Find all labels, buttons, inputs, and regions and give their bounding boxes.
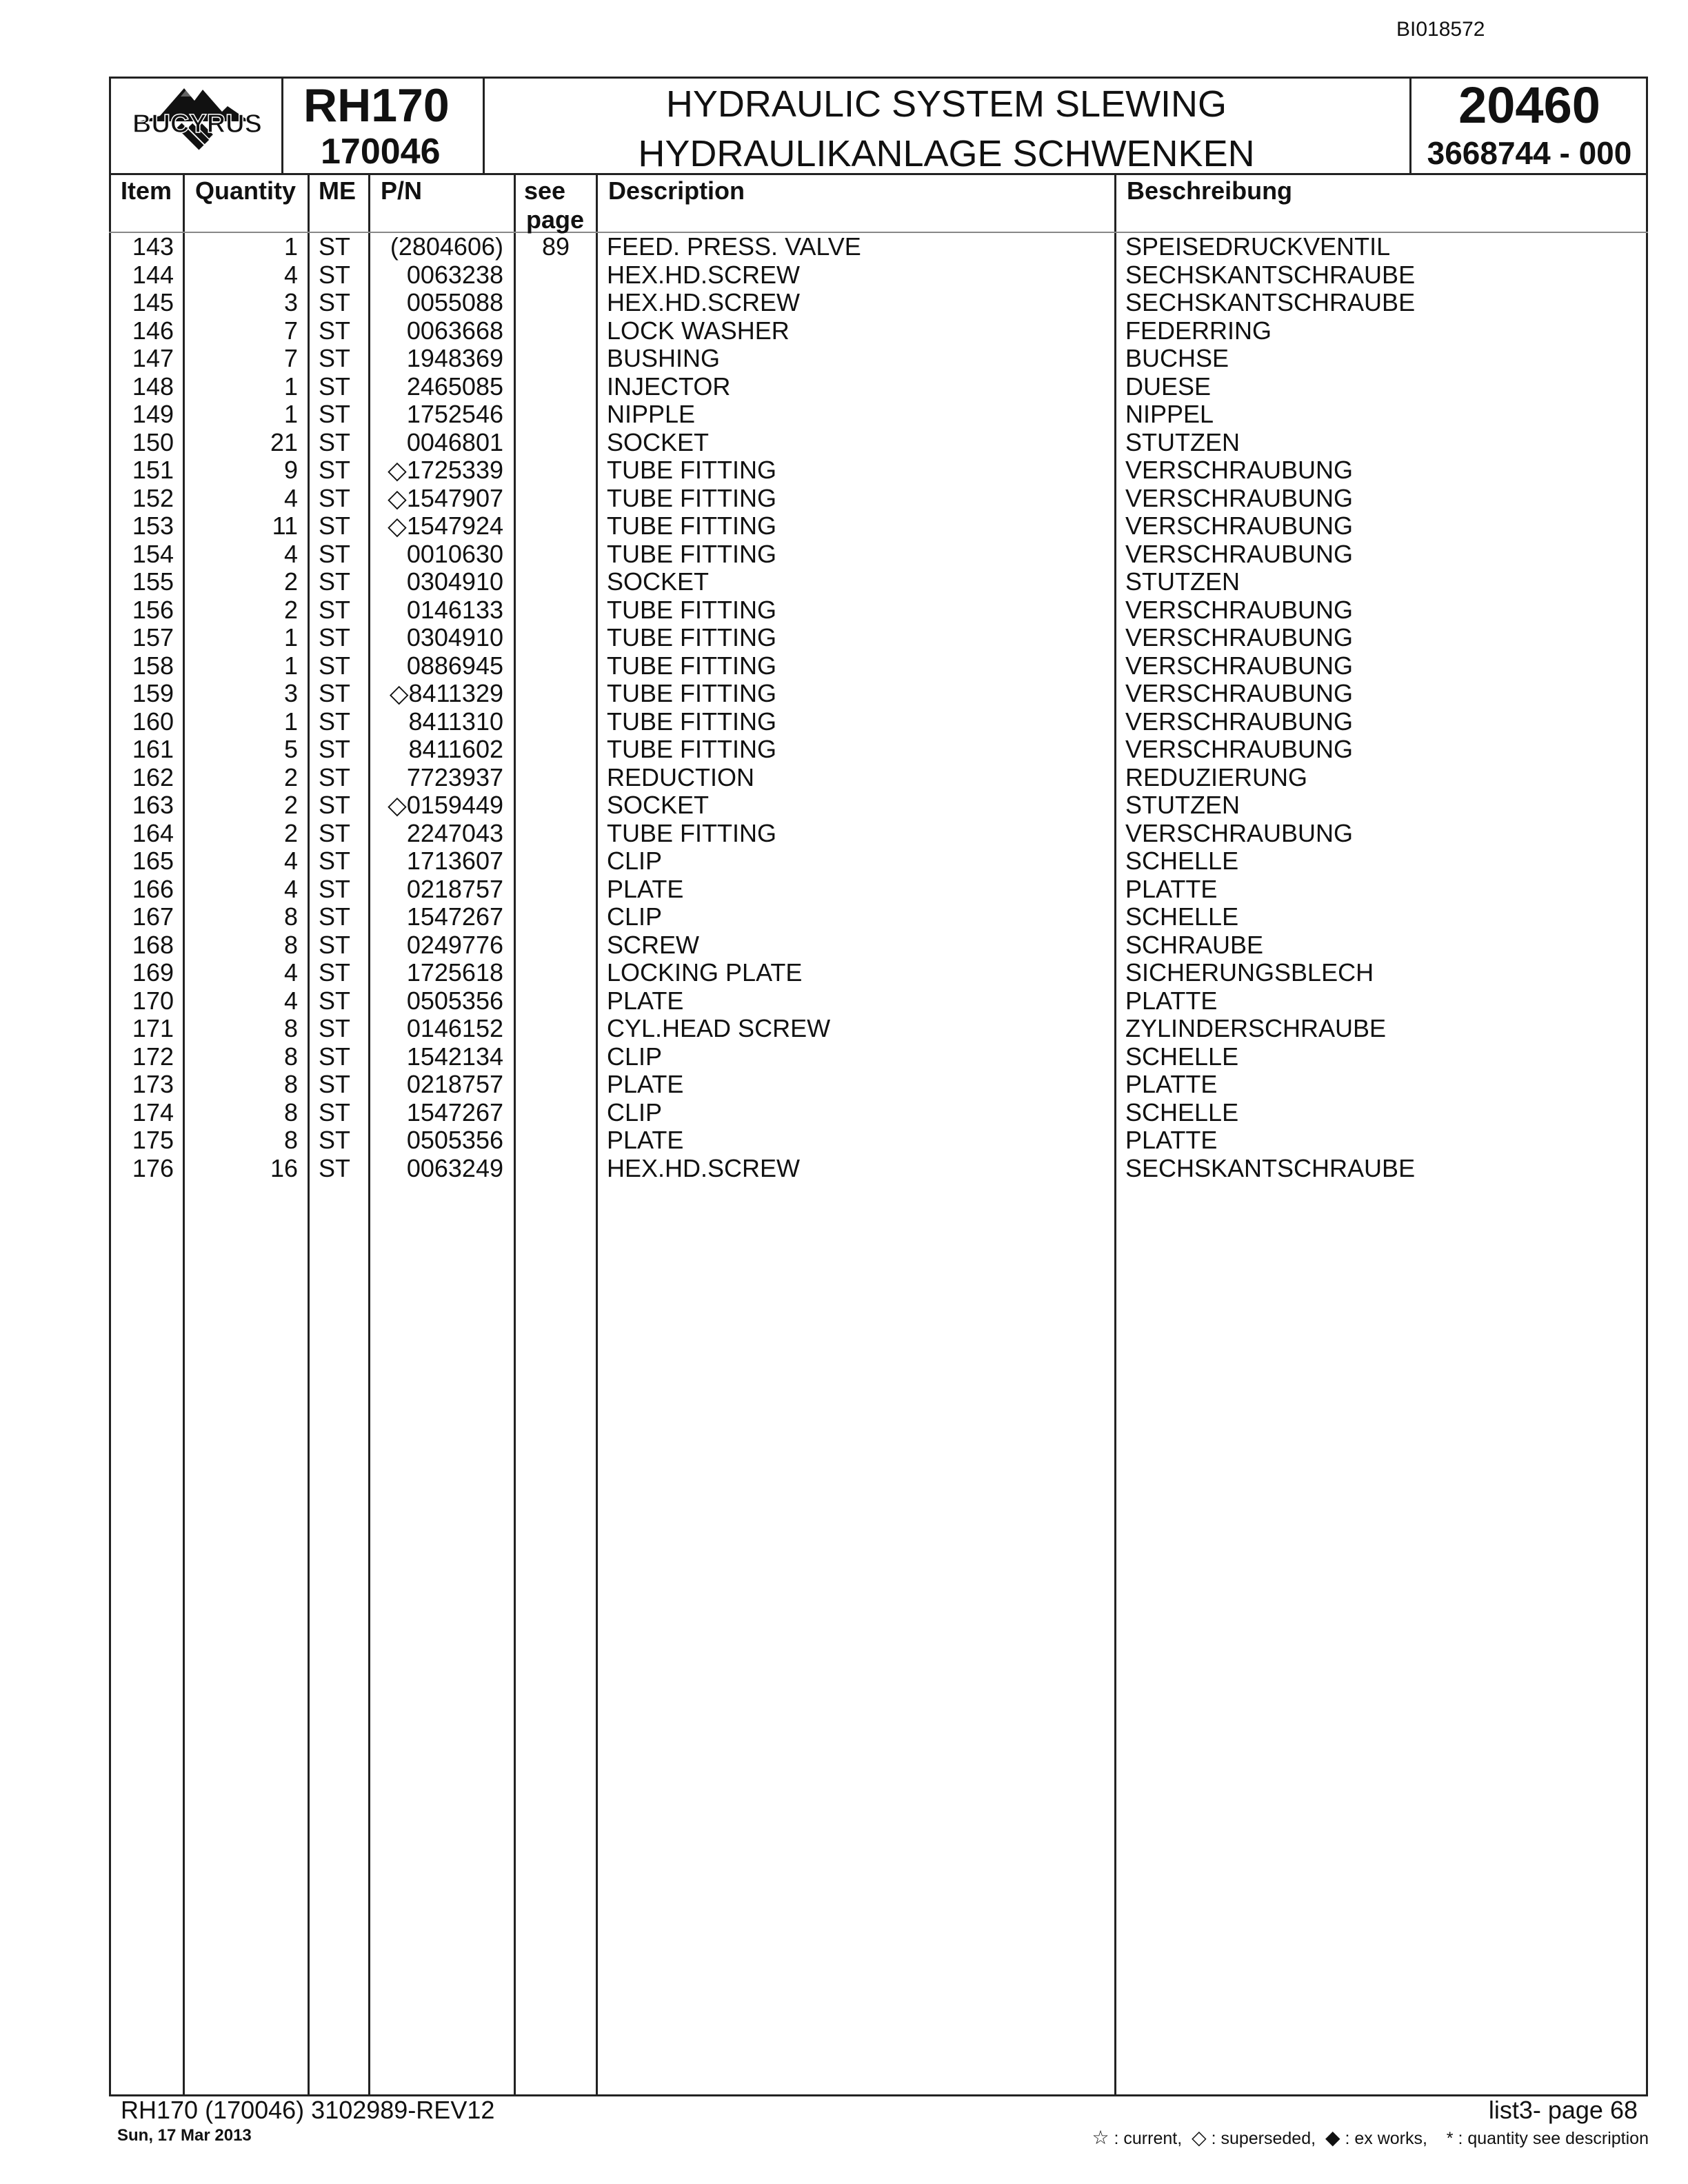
part-number-cell: 1713607 <box>406 847 503 875</box>
table-row <box>0 708 1688 736</box>
part-number-cell: 1752546 <box>406 400 503 428</box>
part-number-cell: 0010630 <box>406 539 503 568</box>
beschreibung-cell: STUTZEN <box>1125 427 1240 456</box>
part-number-cell: 0046801 <box>406 427 503 456</box>
table-row <box>0 791 1688 819</box>
legend-current: : current, <box>1114 2129 1183 2148</box>
description-cell: SOCKET <box>607 791 710 819</box>
part-number-cell: 1948369 <box>406 344 503 372</box>
item-number-cell: 162 <box>132 762 174 791</box>
beschreibung-cell: VERSCHRAUBUNG <box>1125 707 1354 736</box>
quantity-cell: 4 <box>283 539 298 568</box>
unit-cell: ST <box>319 874 351 903</box>
table-row <box>0 820 1688 847</box>
item-number-cell: 143 <box>132 232 174 261</box>
item-number-cell: 154 <box>132 539 174 568</box>
description-cell: INJECTOR <box>607 372 731 401</box>
quantity-cell: 1 <box>283 400 298 428</box>
unit-cell: ST <box>319 232 351 261</box>
beschreibung-cell: VERSCHRAUBUNG <box>1125 595 1354 624</box>
table-row <box>0 1015 1688 1042</box>
part-number-cell: 1547267 <box>406 902 503 931</box>
part-number-cell: 8411602 <box>408 735 503 763</box>
part-number-cell: 0146152 <box>406 1014 503 1042</box>
description-cell: SOCKET <box>607 427 710 456</box>
description-cell: CLIP <box>607 902 663 931</box>
table-row <box>0 1155 1688 1182</box>
see-page-cell: 89 <box>541 232 570 261</box>
description-cell: CYL.HEAD SCREW <box>607 1014 831 1042</box>
description-cell: NIPPLE <box>607 400 696 428</box>
unit-cell: ST <box>319 707 351 736</box>
header-divider <box>281 77 283 174</box>
beschreibung-cell: STUTZEN <box>1125 567 1240 596</box>
unit-cell: ST <box>319 288 351 316</box>
table-row <box>0 624 1688 651</box>
unit-cell: ST <box>319 595 351 624</box>
part-number-cell: 0249776 <box>406 930 503 959</box>
table-row <box>0 959 1688 987</box>
beschreibung-cell: ZYLINDERSCHRAUBE <box>1125 1014 1387 1042</box>
quantity-cell: 2 <box>283 567 298 596</box>
description-cell: TUBE FITTING <box>607 651 776 680</box>
col-header-me: ME <box>319 176 356 205</box>
beschreibung-cell: VERSCHRAUBUNG <box>1125 679 1354 707</box>
model-name: RH170 <box>303 79 450 132</box>
unit-cell: ST <box>319 1070 351 1098</box>
col-header-page: page <box>526 205 585 234</box>
part-number-cell: 0063249 <box>406 1153 503 1182</box>
part-number-cell: 0063668 <box>406 316 503 345</box>
description-cell: HEX.HD.SCREW <box>607 1153 801 1182</box>
col-header-item: Item <box>121 176 172 205</box>
beschreibung-cell: VERSCHRAUBUNG <box>1125 623 1354 651</box>
legend-superseded: : superseded, <box>1211 2129 1316 2148</box>
diamond-filled-icon: ◆ <box>1325 2127 1340 2148</box>
table-row <box>0 317 1688 345</box>
logo-wordmark: BUCYRUS <box>132 110 262 139</box>
quantity-cell: 8 <box>283 1070 298 1098</box>
unit-cell: ST <box>319 902 351 931</box>
table-row <box>0 596 1688 624</box>
beschreibung-cell: VERSCHRAUBUNG <box>1125 651 1354 680</box>
part-number-cell: 8411310 <box>408 707 503 736</box>
item-number-cell: 148 <box>132 372 174 401</box>
description-cell: PLATE <box>607 1126 684 1154</box>
beschreibung-cell: PLATTE <box>1125 874 1218 903</box>
item-number-cell: 157 <box>132 623 174 651</box>
description-cell: LOCK WASHER <box>607 316 790 345</box>
table-row <box>0 680 1688 707</box>
table-row <box>0 429 1688 456</box>
description-cell: HEX.HD.SCREW <box>607 288 801 316</box>
item-number-cell: 149 <box>132 400 174 428</box>
unit-cell: ST <box>319 372 351 401</box>
quantity-cell: 4 <box>283 483 298 512</box>
item-number-cell: 153 <box>132 512 174 540</box>
symbol-legend <box>1092 2126 1649 2149</box>
item-number-cell: 151 <box>132 456 174 484</box>
beschreibung-cell: PLATTE <box>1125 1126 1218 1154</box>
unit-cell: ST <box>319 260 351 289</box>
item-number-cell: 175 <box>132 1126 174 1154</box>
beschreibung-cell: NIPPEL <box>1125 400 1214 428</box>
unit-cell: ST <box>319 679 351 707</box>
part-number-cell: ◇8411329 <box>389 679 503 707</box>
quantity-cell: 7 <box>283 344 298 372</box>
table-row <box>0 1099 1688 1126</box>
unit-cell: ST <box>319 1153 351 1182</box>
col-header-beschreibung: Beschreibung <box>1127 176 1293 205</box>
quantity-cell: 4 <box>283 874 298 903</box>
table-row <box>0 1071 1688 1098</box>
item-number-cell: 152 <box>132 483 174 512</box>
description-cell: PLATE <box>607 986 684 1015</box>
item-number-cell: 161 <box>132 735 174 763</box>
unit-cell: ST <box>319 400 351 428</box>
item-number-cell: 158 <box>132 651 174 680</box>
part-number-cell: 1725618 <box>406 958 503 987</box>
quantity-cell: 4 <box>283 847 298 875</box>
unit-cell: ST <box>319 1042 351 1071</box>
beschreibung-cell: VERSCHRAUBUNG <box>1125 539 1354 568</box>
item-number-cell: 176 <box>132 1153 174 1182</box>
beschreibung-cell: SECHSKANTSCHRAUBE <box>1125 260 1416 289</box>
col-header-description: Description <box>608 176 745 205</box>
col-header-quantity: Quantity <box>195 176 297 205</box>
item-number-cell: 159 <box>132 679 174 707</box>
table-row <box>0 764 1688 791</box>
table-row <box>0 373 1688 401</box>
part-number-cell: (2804606) <box>390 232 503 261</box>
beschreibung-cell: SECHSKANTSCHRAUBE <box>1125 288 1416 316</box>
quantity-cell: 4 <box>283 958 298 987</box>
description-cell: TUBE FITTING <box>607 539 776 568</box>
serial-number: 170046 <box>321 132 441 172</box>
unit-cell: ST <box>319 791 351 819</box>
quantity-cell: 8 <box>283 1042 298 1071</box>
unit-cell: ST <box>319 651 351 680</box>
table-row <box>0 903 1688 931</box>
table-row <box>0 289 1688 316</box>
unit-cell: ST <box>319 986 351 1015</box>
item-number-cell: 169 <box>132 958 174 987</box>
title-english: HYDRAULIC SYSTEM SLEWING <box>665 83 1227 125</box>
part-number-cell: 0505356 <box>406 986 503 1015</box>
description-cell: TUBE FITTING <box>607 512 776 540</box>
item-number-cell: 164 <box>132 818 174 847</box>
unit-cell: ST <box>319 762 351 791</box>
table-row <box>0 233 1688 261</box>
description-cell: BUSHING <box>607 344 721 372</box>
unit-cell: ST <box>319 539 351 568</box>
unit-cell: ST <box>319 735 351 763</box>
quantity-cell: 8 <box>283 1014 298 1042</box>
beschreibung-cell: PLATTE <box>1125 1070 1218 1098</box>
quantity-cell: 8 <box>283 930 298 959</box>
unit-cell: ST <box>319 427 351 456</box>
beschreibung-cell: VERSCHRAUBUNG <box>1125 818 1354 847</box>
item-number-cell: 155 <box>132 567 174 596</box>
quantity-cell: 21 <box>270 427 298 456</box>
document-id: BI018572 <box>1396 18 1485 41</box>
table-row <box>0 512 1688 540</box>
description-cell: CLIP <box>607 847 663 875</box>
item-number-cell: 173 <box>132 1070 174 1098</box>
part-number-cell: ◇0159449 <box>388 791 503 819</box>
description-cell: SOCKET <box>607 567 710 596</box>
item-number-cell: 160 <box>132 707 174 736</box>
part-number-cell: 1542134 <box>406 1042 503 1071</box>
beschreibung-cell: SECHSKANTSCHRAUBE <box>1125 1153 1416 1182</box>
unit-cell: ST <box>319 847 351 875</box>
table-row <box>0 401 1688 428</box>
unit-cell: ST <box>319 567 351 596</box>
part-number-cell: 7723937 <box>406 762 503 791</box>
assembly-part-number: 3668744 - 000 <box>1427 135 1632 171</box>
unit-cell: ST <box>319 483 351 512</box>
quantity-cell: 1 <box>283 651 298 680</box>
footer-reference: RH170 (170046) 3102989-REV12 <box>121 2096 495 2124</box>
item-number-cell: 167 <box>132 902 174 931</box>
quantity-cell: 1 <box>283 623 298 651</box>
title-german: HYDRAULIKANLAGE SCHWENKEN <box>638 133 1255 174</box>
beschreibung-cell: VERSCHRAUBUNG <box>1125 483 1354 512</box>
item-number-cell: 144 <box>132 260 174 289</box>
part-number-cell: 0304910 <box>406 623 503 651</box>
col-header-pn: P/N <box>381 176 423 205</box>
beschreibung-cell: SICHERUNGSBLECH <box>1125 958 1374 987</box>
quantity-cell: 1 <box>283 232 298 261</box>
table-row <box>0 261 1688 289</box>
part-number-cell: ◇1547907 <box>388 483 503 512</box>
quantity-cell: 9 <box>283 456 298 484</box>
quantity-cell: 4 <box>283 260 298 289</box>
table-row <box>0 1043 1688 1071</box>
beschreibung-cell: REDUZIERUNG <box>1125 762 1308 791</box>
asterisk-icon: * <box>1446 2129 1454 2148</box>
description-cell: CLIP <box>607 1098 663 1126</box>
description-cell: CLIP <box>607 1042 663 1071</box>
footer-date: Sun, 17 Mar 2013 <box>117 2126 252 2145</box>
part-number-cell: 1547267 <box>406 1098 503 1126</box>
description-cell: FEED. PRESS. VALVE <box>607 232 861 261</box>
beschreibung-cell: DUESE <box>1125 372 1212 401</box>
beschreibung-cell: SPEISEDRUCKVENTIL <box>1125 232 1391 261</box>
part-number-cell: ◇1725339 <box>388 456 503 484</box>
table-row <box>0 485 1688 512</box>
item-number-cell: 171 <box>132 1014 174 1042</box>
table-row <box>0 1126 1688 1154</box>
item-number-cell: 174 <box>132 1098 174 1126</box>
legend-exworks: : ex works, <box>1345 2129 1427 2148</box>
description-cell: HEX.HD.SCREW <box>607 260 801 289</box>
table-row <box>0 987 1688 1015</box>
quantity-cell: 7 <box>283 316 298 345</box>
description-cell: TUBE FITTING <box>607 818 776 847</box>
item-number-cell: 170 <box>132 986 174 1015</box>
beschreibung-cell: SCHELLE <box>1125 1042 1239 1071</box>
table-row <box>0 931 1688 959</box>
beschreibung-cell: PLATTE <box>1125 986 1218 1015</box>
part-number-cell: 0146133 <box>406 595 503 624</box>
description-cell: LOCKING PLATE <box>607 958 803 987</box>
unit-cell: ST <box>319 1014 351 1042</box>
item-number-cell: 166 <box>132 874 174 903</box>
quantity-cell: 1 <box>283 707 298 736</box>
table-row <box>0 876 1688 903</box>
quantity-cell: 16 <box>270 1153 298 1182</box>
quantity-cell: 2 <box>283 791 298 819</box>
quantity-cell: 2 <box>283 818 298 847</box>
beschreibung-cell: SCHELLE <box>1125 1098 1239 1126</box>
table-row <box>0 568 1688 596</box>
item-number-cell: 147 <box>132 344 174 372</box>
beschreibung-cell: STUTZEN <box>1125 791 1240 819</box>
item-number-cell: 163 <box>132 791 174 819</box>
description-cell: TUBE FITTING <box>607 679 776 707</box>
quantity-cell: 3 <box>283 679 298 707</box>
unit-cell: ST <box>319 456 351 484</box>
item-number-cell: 146 <box>132 316 174 345</box>
bucyrus-logo <box>119 81 276 171</box>
unit-cell: ST <box>319 623 351 651</box>
description-cell: SCREW <box>607 930 699 959</box>
description-cell: REDUCTION <box>607 762 754 791</box>
quantity-cell: 8 <box>283 1126 298 1154</box>
description-cell: PLATE <box>607 874 684 903</box>
item-number-cell: 150 <box>132 427 174 456</box>
part-number-cell: 0055088 <box>406 288 503 316</box>
description-cell: TUBE FITTING <box>607 623 776 651</box>
part-number-cell: 0063238 <box>406 260 503 289</box>
quantity-cell: 2 <box>283 762 298 791</box>
quantity-cell: 4 <box>283 986 298 1015</box>
beschreibung-cell: VERSCHRAUBUNG <box>1125 456 1354 484</box>
diamond-outline-icon: ◇ <box>1192 2127 1207 2148</box>
beschreibung-cell: SCHRAUBE <box>1125 930 1264 959</box>
unit-cell: ST <box>319 1126 351 1154</box>
part-number-cell: 0218757 <box>406 1070 503 1098</box>
catalog-page-number: 20460 <box>1458 77 1600 134</box>
description-cell: TUBE FITTING <box>607 595 776 624</box>
quantity-cell: 8 <box>283 1098 298 1126</box>
part-number-cell: ◇1547924 <box>388 512 503 540</box>
unit-cell: ST <box>319 818 351 847</box>
part-number-cell: 2247043 <box>406 818 503 847</box>
unit-cell: ST <box>319 958 351 987</box>
item-number-cell: 156 <box>132 595 174 624</box>
part-number-cell: 0886945 <box>406 651 503 680</box>
unit-cell: ST <box>319 1098 351 1126</box>
quantity-cell: 3 <box>283 288 298 316</box>
description-cell: TUBE FITTING <box>607 456 776 484</box>
table-row <box>0 652 1688 680</box>
footer-page: list3- page 68 <box>1488 2096 1638 2124</box>
beschreibung-cell: BUCHSE <box>1125 344 1229 372</box>
table-row <box>0 736 1688 763</box>
beschreibung-cell: SCHELLE <box>1125 902 1239 931</box>
unit-cell: ST <box>319 512 351 540</box>
col-header-see: see <box>524 176 566 205</box>
table-row <box>0 847 1688 875</box>
part-number-cell: 2465085 <box>406 372 503 401</box>
legend-quantity: : quantity see description <box>1458 2129 1649 2148</box>
item-number-cell: 165 <box>132 847 174 875</box>
beschreibung-cell: VERSCHRAUBUNG <box>1125 735 1354 763</box>
item-number-cell: 145 <box>132 288 174 316</box>
unit-cell: ST <box>319 930 351 959</box>
unit-cell: ST <box>319 316 351 345</box>
table-row <box>0 456 1688 484</box>
part-number-cell: 0304910 <box>406 567 503 596</box>
description-cell: TUBE FITTING <box>607 735 776 763</box>
quantity-cell: 2 <box>283 595 298 624</box>
quantity-cell: 1 <box>283 372 298 401</box>
table-row <box>0 345 1688 372</box>
description-cell: PLATE <box>607 1070 684 1098</box>
description-cell: TUBE FITTING <box>607 483 776 512</box>
quantity-cell: 5 <box>283 735 298 763</box>
quantity-cell: 11 <box>272 512 298 540</box>
beschreibung-cell: FEDERRING <box>1125 316 1272 345</box>
unit-cell: ST <box>319 344 351 372</box>
beschreibung-cell: VERSCHRAUBUNG <box>1125 512 1354 540</box>
item-number-cell: 168 <box>132 930 174 959</box>
beschreibung-cell: SCHELLE <box>1125 847 1239 875</box>
quantity-cell: 8 <box>283 902 298 931</box>
description-cell: TUBE FITTING <box>607 707 776 736</box>
part-number-cell: 0218757 <box>406 874 503 903</box>
item-number-cell: 172 <box>132 1042 174 1071</box>
part-number-cell: 0505356 <box>406 1126 503 1154</box>
star-icon: ☆ <box>1092 2127 1109 2148</box>
table-row <box>0 540 1688 568</box>
